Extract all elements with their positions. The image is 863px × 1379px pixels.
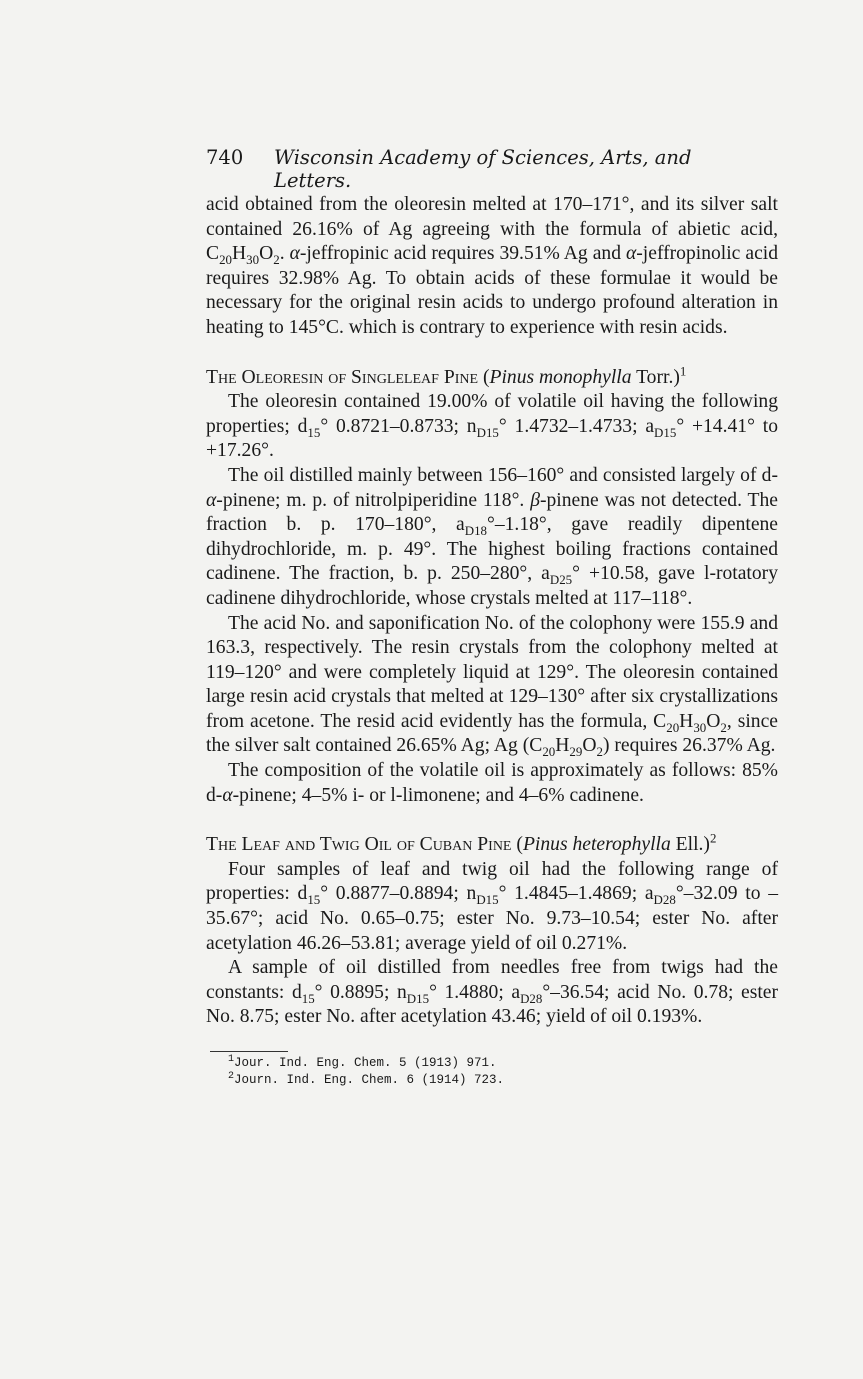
running-title: Wisconsin Academy of Sciences, Arts, and Letters.	[274, 146, 692, 192]
paragraph-needle-oil: A sample of oil distilled from needles free from twigs had the constants: $d_{15}^\circ$ 0.8895; $n_{D15}^\circ$ 1.4880; $a_{D28}^\circ-36.54$; acid No. 0.78; ester No. 8.75; ester No. after acetylation 43.46; yield of oil 0.193%.	[206, 957, 779, 1028]
footnote-ref-1: 1	[679, 363, 687, 379]
section-heading-cuban-pine: The Leaf and Twig Oil of Cuban Pine (Pinus heterophylla Ell.)$^2$	[206, 830, 717, 856]
footnote-1: $^1$Jour. Ind. Eng. Chem. 5 (1913) 971.	[228, 1053, 497, 1070]
footnote-divider	[210, 1051, 288, 1052]
section-heading-singleleaf-pine: The Oleoresin of Singleleaf Pine (Pinus monophylla Torr.)$^1$	[206, 363, 687, 388]
continued-paragraph: acid obtained from the oleoresin melted at 170–171°, and its silver salt contained 26.16% of Ag agreeing with the formula of abietic acid, $C_{20}H_{30}O_2$. α-jeffropinic acid requires 39.51% Ag and α-jeffropinolic acid requires 32.98% Ag. To obtain acids of these formulae it would be necessary for the original resin acids to undergo profound alteration in heating to 145°C. which is contrary to experience with resin acids.	[206, 194, 779, 338]
footnote-ref-2: 2	[709, 830, 717, 846]
paragraph-colophony: The acid No. and saponification No. of the colophony were 155.9 and 163.3, respectively. The resin crystals from the colophony melted at 119–120° and were completely liquid at 129°. The oleoresin contained large resin acid crystals that melted at 129–130° after six crystallizations from acetone. The resid acid evidently has the formula, $C_{20}H_{30}O_2$, since the silver salt contained 26.65% Ag; Ag $(C_{20}H_{29}O_2)$ requires 26.37% Ag.	[206, 612, 778, 760]
paragraph-composition: The composition of the volatile oil is approximately as follows: 85% d-α-pinene; 4–5% i- or l-limonene; and 4–6% cadinene.	[206, 760, 778, 806]
page-number: 740	[206, 146, 244, 169]
paragraph-distillation: The oil distilled mainly between 156–160° and consisted largely of d-α-pinene; m. p. of nitrolpiperidine 118°. β-pinene was not detected. The fraction b. p. 170–180°, $a_{D18}^\circ-1.18^\circ$, gave readily dipentene dihydrochloride, m. p. 49°. The highest boiling fractions contained cadinene. The fraction, b. p. 250–280°, $a_{D25}^\circ +10.58$, gave l-rotatory cadinene dihydrochloride, whose crystals melted at 117–118°.	[206, 464, 779, 609]
paragraph-leaf-twig-oil: Four samples of leaf and twig oil had the following range of properties: $d_{15}^\circ$ 0.8877–0.8894; $n_{D15}^\circ$ 1.4845–1.4869; $a_{D28}^\circ-32.09$ to –35.67°; acid No. 0.65–0.75; ester No. 9.73–10.54; ester No. after acetylation 46.26–53.81; average yield of oil 0.271%.	[206, 858, 778, 954]
page-header	[206, 146, 746, 192]
paragraph-volatile-oil: The oleoresin contained 19.00% of volatile oil having the following properties; $d_{15}^\circ$ 0.8721–0.8733; $n_{D15}^\circ$ 1.4732–1.4733; $a_{D15}^\circ +14.41^\circ$ to +17.26°.	[206, 391, 778, 462]
body-text	[206, 193, 778, 1089]
footnote-2: $^2$Journ. Ind. Eng. Chem. 6 (1914) 723.	[228, 1070, 505, 1087]
